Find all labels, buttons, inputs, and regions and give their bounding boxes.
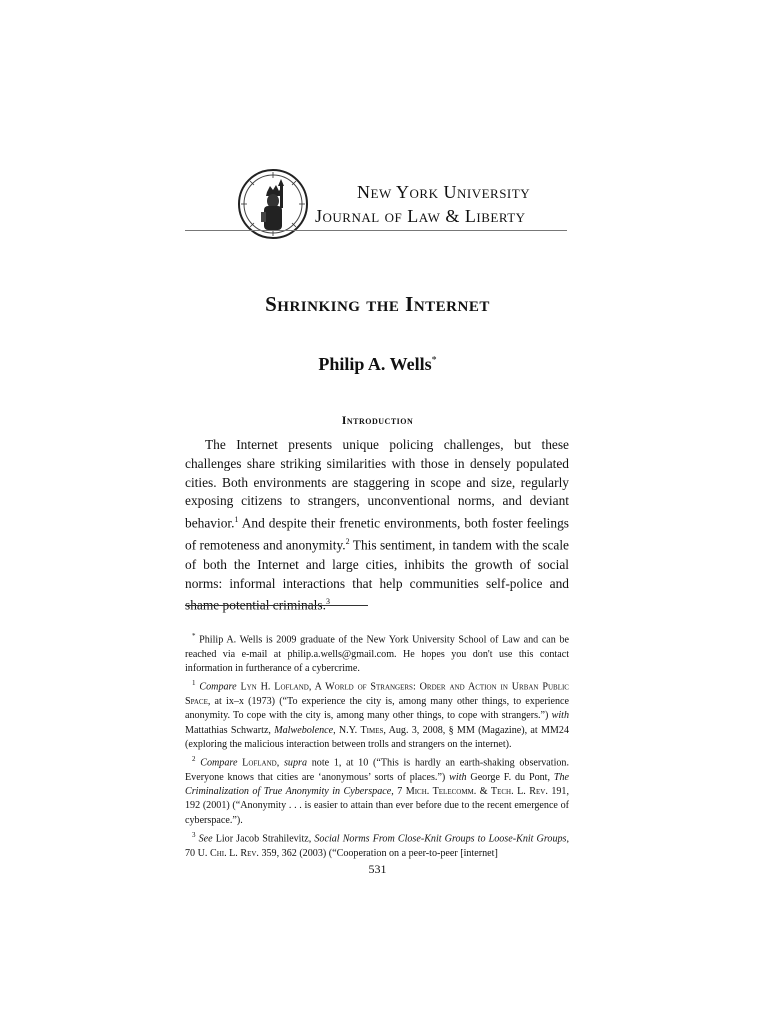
footnote-separator: [185, 605, 368, 606]
footnote-text: , at ix–x (1973) (“To experience the city is, among many other things, to experience anonymity. To cope with the city is, among many other things, to cope with strangers.”): [185, 695, 569, 722]
periodical-name: Chi. L. Rev.: [209, 847, 259, 859]
footnote-1: [185, 676, 569, 752]
book-citation: Lofland: [242, 757, 277, 769]
footnote-text: Philip A. Wells is 2009 graduate of the New York University School of Law and can be reached via e-mail at philip.a.wells@gmail.com. He hopes you don't use this contact information in furtherance of a cybercrime.: [185, 634, 569, 674]
article-citation-title: Malwebolence: [274, 724, 334, 736]
periodical-name: Mich. Telecomm. & Tech. L. Rev.: [405, 786, 548, 798]
citation-signal: Compare: [199, 681, 237, 693]
footnote-text: 359, 362 (2003) (“Cooperation on a peer-to-peer [internet]: [258, 847, 498, 859]
footnote-3: [185, 828, 569, 861]
journal-name: [315, 180, 565, 228]
citation-signal: with: [551, 710, 569, 722]
footnote-text: , 70 U.: [185, 833, 569, 859]
section-heading: Introduction: [341, 413, 414, 427]
page-number: 531: [368, 862, 387, 876]
author-name-text: Philip A. Wells: [318, 354, 432, 374]
footnote-text: Mattathias Schwartz,: [185, 724, 275, 736]
body-text: [185, 436, 569, 616]
footnote-ref-2: 2: [345, 537, 350, 547]
masthead-rule: [185, 230, 567, 231]
footnote-2: [185, 752, 569, 828]
paragraph-text: The Internet presents unique policing challenges, but these challenges share striking similarities with those in densely populated cities. Both environments are staggering in scope and size, regularly exposing citizens to strangers, unconventional norms, and deviant behavior.: [185, 437, 569, 531]
footnote-text: , Aug. 3, 2008, § MM (Magazine), at MM24 (exploring the malicious interaction between trolls and strangers on the internet).: [185, 724, 569, 750]
footnote-mark: 3: [192, 830, 196, 839]
footnote-text: , 7: [391, 786, 406, 798]
body-paragraph: [185, 436, 569, 616]
periodical-name: Times: [360, 724, 384, 736]
footnote-mark: 1: [192, 679, 196, 688]
article-citation-title: The Criminalization of True Anonymity in Cyberspace: [185, 771, 569, 798]
citation-signal: Compare: [200, 757, 238, 769]
footnote-ref-1: 1: [234, 515, 239, 525]
footnote-text: George F. du Pont,: [466, 771, 554, 783]
footnote-text: Lior Jacob Strahilevitz,: [212, 833, 315, 845]
citation-signal: with: [449, 771, 467, 783]
footnote-text: note 1, at 10 (“This is hardly an earth-shaking observation. Everyone knows that cities are ‘anonymous’ sorts of places.”): [185, 757, 569, 783]
footnote-text: , N.Y.: [333, 724, 361, 736]
article-citation-title: Social Norms From Close-Knit Groups to Loose-Knit Groups: [314, 833, 567, 845]
book-citation: Lyn H. Lofland, A World of Strangers: Order and Action in Urban Public Space: [185, 681, 569, 707]
footnote-mark: *: [192, 632, 196, 640]
footnote-text: ,: [276, 757, 284, 769]
footnote-mark: 2: [192, 755, 196, 764]
author-footnote-mark: *: [431, 355, 437, 366]
footnote-text: 191, 192 (2001) (“Anonymity . . . is easier to attain than ever before due to the recent emergence of cyberspace.”).: [185, 786, 570, 826]
paragraph-text: This sentiment, in tandem with the scale of both the Internet and large cities, inhibits the growth of social norms: informal interactions that help communities self-police and shame potential criminals.: [185, 537, 569, 613]
author-name: [185, 354, 570, 375]
journal-name-line-2: Journal of Law & Liberty: [315, 206, 526, 226]
footnote-ref-3: 3: [325, 597, 330, 607]
article-title: Shrinking the Internet: [265, 292, 490, 316]
footnotes: [185, 629, 569, 861]
citation-signal: supra: [284, 757, 307, 769]
footnote-star: [185, 629, 569, 676]
journal-name-line-1: New York University: [357, 182, 531, 202]
citation-signal: See: [198, 833, 213, 845]
paragraph-text: And despite their frenetic environments, both foster feelings of remoteness and anonymity.: [185, 515, 569, 553]
journal-masthead: [185, 168, 570, 246]
